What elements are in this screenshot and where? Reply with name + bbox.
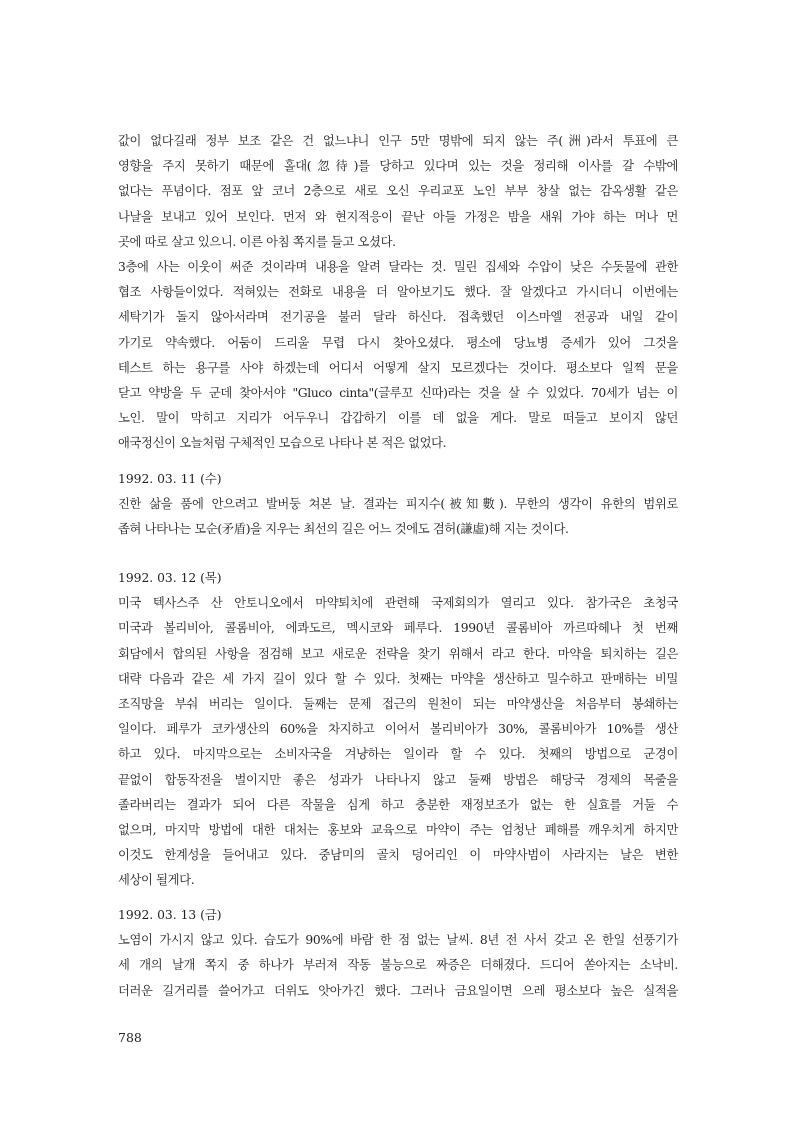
- text-line: 노염이 가시지 않고 있다. 습도가 90%에 바람 한 점 없는 날씨. 8년 전 사서 갖고 온 한일 선풍기가: [118, 933, 678, 948]
- text-line: 세상이 될게다.: [118, 873, 195, 888]
- text-line: 나날을 보내고 있어 보인다. 먼저 와 현지적응이 끝난 아들 가정은 밤을 새워 가야 하는 머나 먼: [118, 209, 678, 224]
- text-line: 졸라버리는 결과가 되어 다른 작물을 심게 하고 충분한 재정보조가 없는 한 실효를 거둘 수: [118, 797, 678, 812]
- paragraph-2: [118, 255, 678, 457]
- page-number: 788: [118, 1030, 142, 1045]
- entry-date: 1992. 03. 12 (목): [118, 571, 222, 585]
- diary-entry-2: [118, 566, 678, 893]
- text-line: 미국 텍사스주 산 안토니오에서 마약퇴치에 관련해 국제회의가 열리고 있다. 참가국은 초청국: [118, 596, 678, 611]
- text-line: 세 개의 날개 쪽지 중 하나가 부러져 작동 불능으로 짜증은 더해졌다. 드디어 쏟아지는 소낙비.: [118, 958, 678, 973]
- text-line: 진한 삶을 품에 안으려고 발버둥 쳐본 날. 결과는 피지수(被知數). 무한의 생각이 유한의 범위로: [118, 497, 678, 512]
- diary-entry-3: [118, 903, 678, 1004]
- text-line: 테스트 하는 용구를 사야 하겠는데 어디서 어떻게 살지 모르겠다는 것이다. 평소보다 일찍 문을: [118, 360, 678, 375]
- text-line: 좁혀 나타나는 모순(矛盾)을 지우는 최선의 길은 어느 것에도 겸허(謙虛)해 지는 것이다.: [118, 522, 569, 537]
- text-line: 없다는 푸념이다. 점포 앞 코너 2층으로 새로 오신 우리교포 노인 부부 창살 없는 감옥생활 같은: [118, 184, 678, 199]
- text-line: 더러운 길거리를 쓸어가고 더위도 앗아가긴 했다. 그러나 금요일이면 으레 평소보다 높은 실적을: [118, 983, 678, 998]
- text-line: 닫고 약방을 두 군데 찾아서야 "Gluco cinta"(글루꼬 신따)라는 것을 살 수 있었다. 70세가 넘는 이: [118, 385, 678, 400]
- text-line: 노인. 말이 막히고 지리가 어두우니 갑갑하기 이를 데 없을 게다. 말로 떠들고 보이지 않던: [118, 411, 678, 426]
- text-line: 미국과 볼리비아, 콜롬비아, 에콰도르, 멕시코와 페루다. 1990년 콜롬비아 까르따헤나 첫 번째: [118, 621, 678, 636]
- text-line: 애국정신이 오늘처럼 구체적인 모습으로 나타나 본 적은 없었다.: [118, 436, 447, 451]
- entry-date: 1992. 03. 11 (수): [118, 472, 222, 486]
- entry-date: 1992. 03. 13 (금): [118, 908, 222, 922]
- text-line: 값이 없다길래 정부 보조 같은 건 없느냐니 인구 5만 명밖에 되지 않는 주(洲)라서 투표에 큰: [118, 134, 678, 148]
- text-line: 이것도 한계성을 들어내고 있다. 중남미의 골치 덩어리인 이 마약사범이 사라지는 날은 변한: [118, 848, 678, 863]
- text-line: 영향을 주지 못하기 때문에 홀대(忽待)를 당하고 있다며 있는 것을 정리해 이사를 갈 수밖에: [118, 159, 678, 174]
- text-line: 세탁기가 돌지 않아서라며 전기공을 불러 달라 하신다. 접촉했던 이스마엘 전공과 내일 같이: [118, 310, 678, 325]
- text-line: 끝없이 합동작전을 벌이지만 좋은 성과가 나타나지 않고 둘째 방법은 해당국 경제의 목줄을: [118, 772, 678, 787]
- text-line: 없으며, 마지막 방법에 대한 대처는 홍보와 교육으로 마약이 주는 엄청난 폐해를 깨우치게 하지만: [118, 822, 678, 837]
- text-line: 하고 있다. 마지막으로는 소비자국을 겨냥하는 일이라 할 수 있다. 첫째의 방법으로 군경이: [118, 747, 678, 762]
- text-line: 조직망을 부숴 버리는 일이다. 둘째는 문제 접근의 원천이 되는 마약생산을 처음부터 봉쇄하는: [118, 696, 678, 711]
- paragraph-1: [118, 129, 678, 255]
- text-line: 일이다. 페루가 코카생산의 60%을 차지하고 이어서 볼리비아가 30%, 콜롬비아가 10%를 생산: [118, 722, 678, 737]
- text-line: 가기로 약속했다. 어둠이 드리울 무렵 다시 찾아오셨다. 평소에 당뇨병 증세가 있어 그것을: [118, 335, 678, 350]
- text-line: 대략 다음과 같은 세 가지 길이 있다 할 수 있다. 첫째는 마약을 생산하고 밀수하고 판매하는 비밀: [118, 671, 678, 686]
- text-line: 3층에 사는 이웃이 써준 것이라며 내용을 알려 달라는 것. 밀린 집세와 수압이 낮은 수돗물에 관한: [118, 260, 678, 274]
- text-line: 협조 사항들이었다. 적혀있는 전화로 내용을 더 알아보기도 했다. 잘 알겠다고 가시더니 이번에는: [118, 285, 678, 300]
- text-line: 회담에서 합의된 사항을 점검해 보고 새로운 전략을 찾기 위해서 라고 한다. 마약을 퇴치하는 길은: [118, 646, 678, 661]
- diary-entry-1: [118, 467, 678, 543]
- text-line: 곳에 따로 살고 있으니. 이른 아침 쪽지를 들고 오셨다.: [118, 234, 396, 249]
